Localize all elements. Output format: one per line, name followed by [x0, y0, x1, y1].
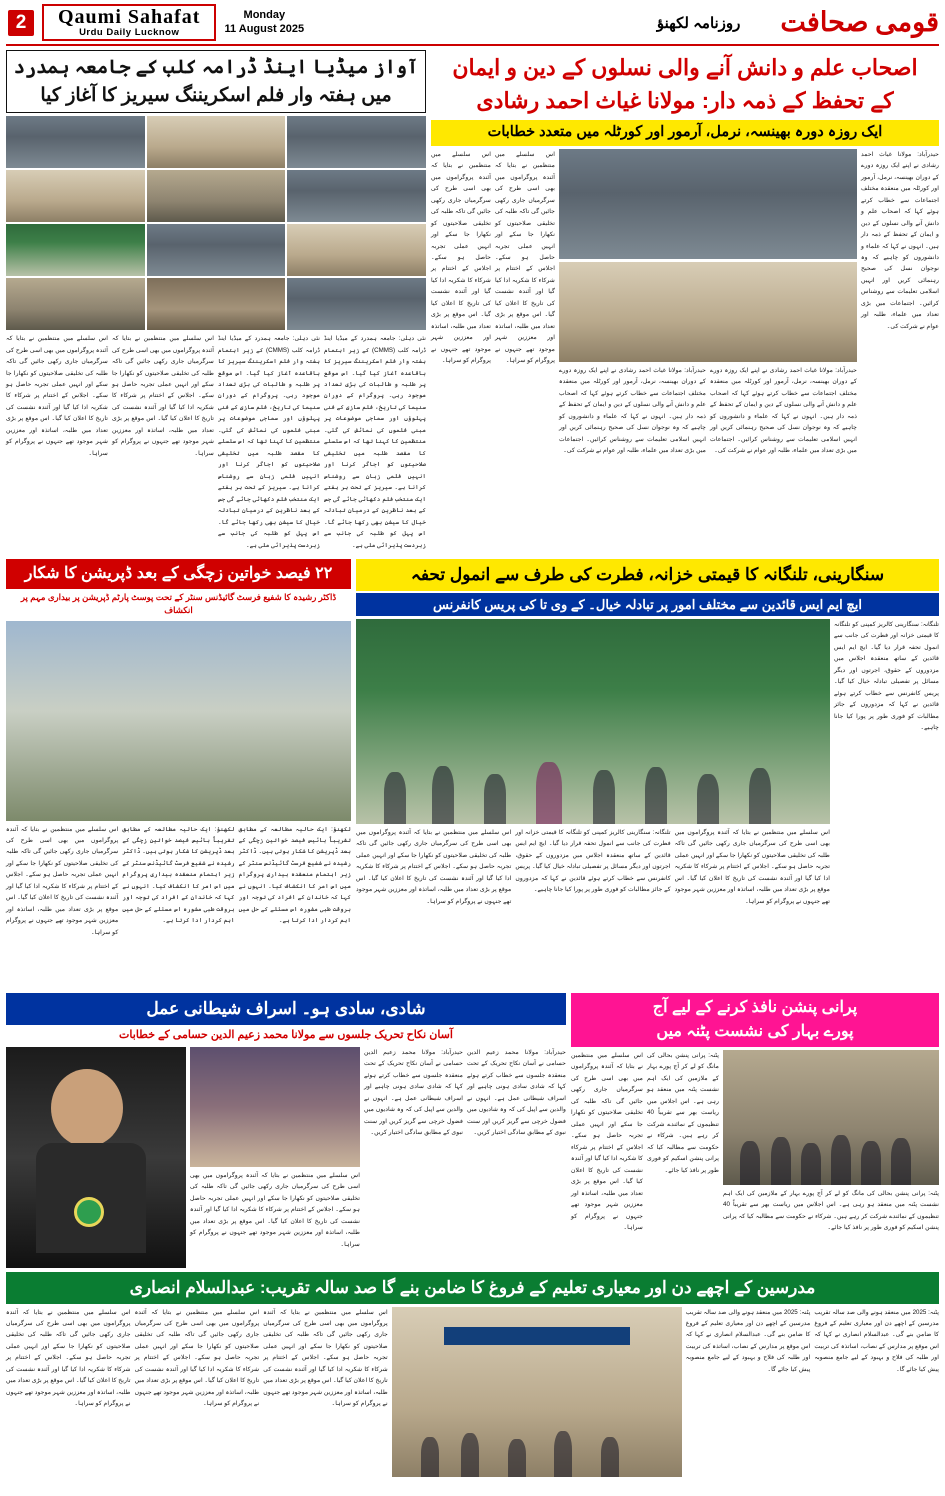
nikah-headline: شادی، سادی ہو۔ اسراف شیطانی عمل [6, 993, 566, 1025]
collage-photo [6, 170, 145, 222]
lower-zone [6, 993, 939, 1268]
masthead [6, 4, 939, 46]
depression-photo [6, 621, 351, 821]
islam-conf-photo-1 [559, 149, 857, 259]
headline-line-2: پورے بہار کی نشست پٹنہ میں [656, 1023, 854, 1040]
mumbai-post-photo [190, 1047, 360, 1167]
telangana-headline: سنگارینی، تلنگانہ کا قیمتی خزانہ، فطرت کی طرف سے انمول تحفہ [356, 559, 939, 591]
article-nikah [6, 993, 566, 1268]
islam-conf-headline [431, 50, 939, 118]
telangana-subhead: ایچ ایم ایس قائدین سے مختلف امور پر تبادلہ خیال۔ کے وی تا کی پریس کانفرنس [356, 593, 939, 617]
madaris-body-col6: اس سلسلے میں منتظمین نے بتایا کہ آئندہ پروگراموں میں بھی اسی طرح کی سرگرمیاں جاری رکھی جائیں گی تاکہ طلبہ کی تخلیقی صلاحیتوں کو نکھارا جا سکے اور انہیں عملی تجربہ حاصل ہو سکے۔ اجلاس کے اختتام پر شرکاء کا شکریہ ادا کیا گیا اور آئندہ نشست کی تاریخ کا اعلان کیا گیا۔ اس موقع پر بڑی تعداد میں طلبہ، اساتذہ اور معززین شہر موجود تھے جنہوں نے پروگرام کو سراہا۔ [6, 1308, 131, 1408]
collage-photo [147, 170, 286, 222]
nikah-body-col1: حیدرآباد: مولانا محمد زعیم الدین حسامی نے آسان نکاح تحریک کے تحت منعقدہ جلسوں سے خطاب کرتے ہوئے کہا کہ شادی سادی ہونی چاہیے اور اسراف شیطانی عمل ہے۔ انہوں نے والدین سے اپیل کی کہ وہ شادیوں میں فضول خرچی سے گریز کریں اور سنت نبوی کے مطابق سادگی اختیار کریں۔ [467, 1049, 566, 1137]
urdu-masthead-title: قومی صحافت [780, 7, 939, 37]
depression-body-col3: اس سلسلے میں منتظمین نے بتایا کہ آئندہ پروگراموں میں بھی اسی طرح کی سرگرمیاں جاری رکھی جائیں گی تاکہ طلبہ کی تخلیقی صلاحیتوں کو نکھارا جا سکے اور انہیں عملی تجربہ حاصل ہو سکے۔ اجلاس کے اختتام پر شرکاء کا شکریہ ادا کیا گیا اور آئندہ نشست کی تاریخ کا اعلان کیا گیا۔ اس موقع پر بڑی تعداد میں طلبہ، اساتذہ اور معززین شہر موجود تھے جنہوں نے پروگرام کو سراہا۔ [6, 825, 119, 936]
nikah-speaker-photo [6, 1047, 186, 1268]
media-drama-body-col4: اس سلسلے میں منتظمین نے بتایا کہ آئندہ پروگراموں میں بھی اسی طرح کی سرگرمیاں جاری رکھی جائیں گی تاکہ طلبہ کی تخلیقی صلاحیتوں کو نکھارا جا سکے اور انہیں عملی تجربہ حاصل ہو سکے۔ اجلاس کے اختتام پر شرکاء کا شکریہ ادا کیا گیا اور آئندہ نشست کی تاریخ کا اعلان کیا گیا۔ اس موقع پر بڑی تعداد میں طلبہ، اساتذہ اور معززین شہر موجود تھے جنہوں نے پروگرام کو سراہا۔ [6, 335, 108, 457]
islam-body-col3: حیدرآباد: مولانا غیاث احمد رشادی نے اپنے ایک روزہ دورے کے دوران بھینسہ، نرمل، آرمور اور کورٹلہ میں منعقدہ مختلف اجتماعات سے خطاب کرتے ہوئے کہا کہ اصحاب علم و دانش آنے والی نسلوں کے دین و ایمان کے تحفظ کے ذمہ دار ہیں۔ انہوں نے کہا کہ علماء و دانشوروں کو چاہیے کہ وہ نوجوان نسل کی صحیح رہنمائی کریں اور انہیں اسلامی تعلیمات سے روشناس کرائیں۔ اجتماعات میں بڑی تعداد میں علماء، طلبہ اور عوام نے شرکت کی۔ [559, 366, 706, 455]
middle-zone [6, 559, 939, 989]
page-number: 2 [8, 10, 34, 36]
islam-conf-photo-2 [559, 262, 857, 362]
madaris-headline: مدرسین کے اچھے دن اور معیاری تعلیم کے فروغ کا ضامن بنے گا صد سالہ تقریب: عبدالسلام انصاری [6, 1272, 939, 1304]
article-telangana [356, 559, 939, 989]
collage-photo [6, 224, 145, 276]
media-drama-body-col3: اس سلسلے میں منتظمین نے بتایا کہ آئندہ پروگراموں میں بھی اسی طرح کی سرگرمیاں جاری رکھی جائیں گی تاکہ طلبہ کی تخلیقی صلاحیتوں کو نکھارا جا سکے اور انہیں عملی تجربہ حاصل ہو سکے۔ اجلاس کے اختتام پر شرکاء کا شکریہ ادا کیا گیا اور آئندہ نشست کی تاریخ کا اعلان کیا گیا۔ اس موقع پر بڑی تعداد میں طلبہ، اساتذہ اور معززین شہر موجود تھے جنہوں نے پروگرام کو سراہا۔ [112, 335, 214, 457]
islam-body-col1: حیدرآباد: مولانا غیاث احمد رشادی نے اپنے ایک روزہ دورے کے دوران بھینسہ، نرمل، آرمور اور کورٹلہ میں منعقدہ مختلف اجتماعات سے خطاب کرتے ہوئے کہا کہ اصحاب علم و دانش آنے والی نسلوں کے دین و ایمان کے تحفظ کے ذمہ دار ہیں۔ انہوں نے کہا کہ علماء و دانشوروں کو چاہیے کہ وہ نوجوان نسل کی صحیح رہنمائی کریں اور انہیں اسلامی تعلیمات سے روشناس کرائیں۔ اجتماعات میں بڑی تعداد میں علماء، طلبہ اور عوام نے شرکت کی۔ [861, 150, 939, 330]
media-drama-photo-collage [6, 116, 426, 330]
collage-photo [6, 278, 145, 330]
madaris-body-col1: پٹنہ: 2025 میں منعقد ہونے والی صد سالہ تقریب مدرسین کے اچھے دن اور معیاری تعلیم کے فروغ کا ضامن بنے گی۔ عبدالسلام انصاری نے کہا کہ اس موقع پر مدارس کے نصاب، اساتذہ کی تربیت اور طلبہ کی فلاح و بہبود کے لیے جامع منصوبہ پیش کیا جائے گا۔ [814, 1308, 939, 1373]
top-zone [6, 50, 939, 555]
depression-headline: ۲۲ فیصد خواتین زچگی کے بعد ڈپریشن کا شکار [6, 559, 351, 589]
publication-date [224, 9, 304, 37]
depression-body-col2: لکھنؤ: ایک حالیہ مطالعہ کے مطابق تقریباً بائیس فیصد خواتین زچگی کے بعد ڈپریشن کا شکار ہوتی ہیں۔ ڈاکٹر رشیدہ نے شفیع فرسٹ گائیڈنس سنٹر کے زیر اہتمام منعقدہ بیداری پروگرام میں اس امر کا انکشاف کیا۔ انہوں نے کہا کہ خاندان کے افراد کی توجہ اور بروقت طبی مشورہ اس مسئلے کے حل میں اہم کردار ادا کرتا ہے۔ [122, 825, 235, 925]
headline-line-1: آواز میڈیا اینڈ ڈرامہ کلب کے جامعہ ہمدرد [13, 57, 419, 78]
patna-body-col3: اس سلسلے میں منتظمین نے بتایا کہ آئندہ پروگراموں میں بھی اسی طرح کی سرگرمیاں جاری رکھی جائیں گی تاکہ طلبہ کی تخلیقی صلاحیتوں کو نکھارا جا سکے اور انہیں عملی تجربہ حاصل ہو سکے۔ اجلاس کے اختتام پر شرکاء کا شکریہ ادا کیا گیا اور آئندہ نشست کی تاریخ کا اعلان کیا گیا۔ اس موقع پر بڑی تعداد میں طلبہ، اساتذہ اور معززین شہر موجود تھے جنہوں نے پروگرام کو سراہا۔ [571, 1052, 643, 1232]
collage-photo [147, 278, 286, 330]
islam-body-col5: اس سلسلے میں منتظمین نے بتایا کہ آئندہ پروگراموں میں بھی اسی طرح کی سرگرمیاں جاری رکھی جائیں گی تاکہ طلبہ کی تخلیقی صلاحیتوں کو نکھارا جا سکے اور انہیں عملی تجربہ حاصل ہو سکے۔ اجلاس کے اختتام پر شرکاء کا شکریہ ادا کیا گیا اور آئندہ نشست کی تاریخ کا اعلان کیا گیا۔ اس موقع پر بڑی تعداد میں طلبہ، اساتذہ اور معززین شہر موجود تھے جنہوں نے پروگرام کو سراہا۔ [431, 150, 491, 365]
article-patna [571, 993, 939, 1268]
collage-photo [287, 170, 426, 222]
patna-headline [571, 993, 939, 1047]
collage-photo [287, 278, 426, 330]
collage-photo [6, 116, 145, 168]
logo-title: Qaumi Sahafat [58, 6, 201, 29]
article-media-drama [6, 50, 426, 555]
headline-line-1: اصحاب علم و دانش آنے والی نسلوں کے دین و ایمان [452, 55, 918, 80]
media-drama-body-col2: نئی دہلی: جامعہ ہمدرد کے میڈیا اینڈ ڈرامہ کلب (CMMS) کے زیر اہتمام ہفتہ وار فلم اسکریننگ سیریز کا باقاعدہ آغاز کیا گیا۔ اس موقع پر طلبہ و طالبات کی بڑی تعداد موجود رہی۔ پروگرام کے دوران سنیما کی تاریخ، فلم سازی کے فنی پہلوؤں اور سماجی موضوعات پر مبنی فلموں کی نمائش کی گئی۔ منتظمین کا کہنا تھا کہ اس سلسلے کا مقصد طلبہ میں تخلیقی صلاحیتوں کو اجاگر کرنا اور انہیں فلمی زبان سے روشناس کرانا ہے۔ سیریز کے تحت ہر ہفتے ایک منتخب فلم دکھائی جائے گی جس کے بعد ناظرین کے درمیان تبادلہ خیال کا سیشن بھی رکھا جائے گا۔ اس پہل کو طلبہ کی جانب سے زبردست پذیرائی ملی ہے۔ [218, 335, 320, 549]
headline-line-2: میں ہفتہ وار فلم اسکریننگ سیریز کا آغاز کیا [40, 84, 392, 106]
islam-body-col4: اس سلسلے میں منتظمین نے بتایا کہ آئندہ پروگراموں میں بھی اسی طرح کی سرگرمیاں جاری رکھی جائیں گی تاکہ طلبہ کی تخلیقی صلاحیتوں کو نکھارا جا سکے اور انہیں عملی تجربہ حاصل ہو سکے۔ اجلاس کے اختتام پر شرکاء کا شکریہ ادا کیا گیا اور آئندہ نشست کی تاریخ کا اعلان کیا گیا۔ اس موقع پر بڑی تعداد میں طلبہ، اساتذہ اور معززین شہر موجود تھے جنہوں نے پروگرام کو سراہا۔ [495, 150, 555, 365]
madaris-body-col2: پٹنہ: 2025 میں منعقد ہونے والی صد سالہ تقریب مدرسین کے اچھے دن اور معیاری تعلیم کے فروغ کا ضامن بنے گی۔ عبدالسلام انصاری نے کہا کہ اس موقع پر مدارس کے نصاب، اساتذہ کی تربیت اور طلبہ کی فلاح و بہبود کے لیے جامع منصوبہ پیش کیا جائے گا۔ [685, 1308, 811, 1373]
madaris-body-col5: اس سلسلے میں منتظمین نے بتایا کہ آئندہ پروگراموں میں بھی اسی طرح کی سرگرمیاں جاری رکھی جائیں گی تاکہ طلبہ کی تخلیقی صلاحیتوں کو نکھارا جا سکے اور انہیں عملی تجربہ حاصل ہو سکے۔ اجلاس کے اختتام پر شرکاء کا شکریہ ادا کیا گیا اور آئندہ نشست کی تاریخ کا اعلان کیا گیا۔ اس موقع پر بڑی تعداد میں طلبہ، اساتذہ اور معززین شہر موجود تھے جنہوں نے پروگرام کو سراہا۔ [134, 1308, 260, 1408]
telangana-body-col3: تلنگانہ: سنگارینی کالریز کمپنی کو تلنگانہ کا قیمتی خزانہ اور فطرت کی جانب سے انمول تحفہ قرار دیا گیا۔ ایچ ایم ایس قائدین کے ساتھ منعقدہ اجلاس میں مزدوروں کے حقوق، اجرتوں اور دیگر مسائل پر تفصیلی تبادلہ خیال کیا گیا۔ پریس کانفرنس سے خطاب کرتے ہوئے قائدین نے کہا کہ مزدوروں کے جائز مطالبات کو فوری طور پر پورا کیا جانا چاہیے۔ [515, 829, 671, 894]
patna-body-col1: پٹنہ: پرانی پنشن بحالی کی مانگ کو لے کر آج پورے بہار کے ملازمین کی ایک اہم نشست پٹنہ میں منعقد ہو رہی ہے۔ اس اجلاس میں ریاست بھر سے تقریباً 40 تنظیموں کے نمائندے شرکت کر رہے ہیں۔ شرکاء نے حکومت سے مطالبہ کیا کہ پرانی پنشن اسکیم کو فوری طور پر نافذ کیا جائے۔ [723, 1190, 939, 1232]
article-madaris [6, 1272, 939, 1477]
nikah-body-col2: حیدرآباد: مولانا محمد زعیم الدین حسامی نے آسان نکاح تحریک کے تحت منعقدہ جلسوں سے خطاب کرتے ہوئے کہا کہ شادی سادی ہونی چاہیے اور اسراف شیطانی عمل ہے۔ انہوں نے والدین سے اپیل کی کہ وہ شادیوں میں فضول خرچی سے گریز کریں اور سنت نبوی کے مطابق سادگی اختیار کریں۔ [364, 1049, 463, 1137]
patna-photo [723, 1050, 939, 1185]
collage-photo [287, 116, 426, 168]
depression-subhead: ڈاکٹر رشیدہ کا شفیع فرسٹ گائیڈنس سنٹر کے تحت پوسٹ پارٹم ڈپریشن پر بیداری مہم پر انکشاف [20, 592, 337, 615]
day-label: Monday [243, 8, 286, 21]
telangana-body-col1: تلنگانہ: سنگارینی کالریز کمپنی کو تلنگانہ کا قیمتی خزانہ اور فطرت کی جانب سے انمول تحفہ قرار دیا گیا۔ ایچ ایم ایس قائدین کے ساتھ منعقدہ اجلاس میں مزدوروں کے حقوق، اجرتوں اور دیگر مسائل پر تفصیلی تبادلہ خیال کیا گیا۔ پریس کانفرنس سے خطاب کرتے ہوئے قائدین نے کہا کہ مزدوروں کے جائز مطالبات کو فوری طور پر پورا کیا جانا چاہیے۔ [834, 621, 939, 732]
patna-body-col2: پٹنہ: پرانی پنشن بحالی کی مانگ کو لے کر آج پورے بہار کے ملازمین کی ایک اہم نشست پٹنہ میں منعقد ہو رہی ہے۔ اس اجلاس میں ریاست بھر سے تقریباً 40 تنظیموں کے نمائندے شرکت کر رہے ہیں۔ شرکاء نے حکومت سے مطالبہ کیا کہ پرانی پنشن اسکیم کو فوری طور پر نافذ کیا جائے۔ [647, 1052, 719, 1174]
nikah-subhead: آسان نکاح تحریک جلسوں سے مولانا محمد زعیم الدین حسامی کے خطابات [119, 1028, 453, 1041]
telangana-body-col4: اس سلسلے میں منتظمین نے بتایا کہ آئندہ پروگراموں میں بھی اسی طرح کی سرگرمیاں جاری رکھی جائیں گی تاکہ طلبہ کی تخلیقی صلاحیتوں کو نکھارا جا سکے اور انہیں عملی تجربہ حاصل ہو سکے۔ اجلاس کے اختتام پر شرکاء کا شکریہ ادا کیا گیا اور آئندہ نشست کی تاریخ کا اعلان کیا گیا۔ اس موقع پر بڑی تعداد میں طلبہ، اساتذہ اور معززین شہر موجود تھے جنہوں نے پروگرام کو سراہا۔ [356, 829, 512, 905]
collage-photo [147, 224, 286, 276]
article-depression [6, 559, 351, 989]
depression-body-col1: لکھنؤ: ایک حالیہ مطالعہ کے مطابق تقریباً بائیس فیصد خواتین زچگی کے بعد ڈپریشن کا شکار ہوتی ہیں۔ ڈاکٹر رشیدہ نے شفیع فرسٹ گائیڈنس سنٹر کے زیر اہتمام منعقدہ بیداری پروگرام میں اس امر کا انکشاف کیا۔ انہوں نے کہا کہ خاندان کے افراد کی توجہ اور بروقت طبی مشورہ اس مسئلے کے حل میں اہم کردار ادا کرتا ہے۔ [238, 825, 351, 925]
islam-body-col2: حیدرآباد: مولانا غیاث احمد رشادی نے اپنے ایک روزہ دورے کے دوران بھینسہ، نرمل، آرمور اور کورٹلہ میں منعقدہ مختلف اجتماعات سے خطاب کرتے ہوئے کہا کہ اصحاب علم و دانش آنے والی نسلوں کے دین و ایمان کے تحفظ کے ذمہ دار ہیں۔ انہوں نے کہا کہ علماء و دانشوروں کو چاہیے کہ وہ نوجوان نسل کی صحیح رہنمائی کریں اور انہیں اسلامی تعلیمات سے روشناس کرائیں۔ اجتماعات میں بڑی تعداد میں علماء، طلبہ اور عوام نے شرکت کی۔ [710, 366, 857, 455]
collage-photo [147, 116, 286, 168]
telangana-body-col2: اس سلسلے میں منتظمین نے بتایا کہ آئندہ پروگراموں میں بھی اسی طرح کی سرگرمیاں جاری رکھی جائیں گی تاکہ طلبہ کی تخلیقی صلاحیتوں کو نکھارا جا سکے اور انہیں عملی تجربہ حاصل ہو سکے۔ اجلاس کے اختتام پر شرکاء کا شکریہ ادا کیا گیا اور آئندہ نشست کی تاریخ کا اعلان کیا گیا۔ اس موقع پر بڑی تعداد میں طلبہ، اساتذہ اور معززین شہر موجود تھے جنہوں نے پروگرام کو سراہا۔ [674, 829, 830, 905]
logo-subtitle: Urdu Daily Lucknow [79, 27, 180, 39]
date-label: 11 August 2025 [224, 22, 305, 35]
islam-conf-subhead: ایک روزہ دورہ بھینسہ، نرمل، آرمور اور کورٹلہ میں متعدد خطابات [431, 120, 939, 146]
madaris-body-col4: اس سلسلے میں منتظمین نے بتایا کہ آئندہ پروگراموں میں بھی اسی طرح کی سرگرمیاں جاری رکھی جائیں گی تاکہ طلبہ کی تخلیقی صلاحیتوں کو نکھارا جا سکے اور انہیں عملی تجربہ حاصل ہو سکے۔ اجلاس کے اختتام پر شرکاء کا شکریہ ادا کیا گیا اور آئندہ نشست کی تاریخ کا اعلان کیا گیا۔ اس موقع پر بڑی تعداد میں طلبہ، اساتذہ اور معززین شہر موجود تھے جنہوں نے پروگرام کو سراہا۔ [263, 1308, 388, 1408]
media-drama-body-col1: نئی دہلی: جامعہ ہمدرد کے میڈیا اینڈ ڈرامہ کلب (CMMS) کے زیر اہتمام ہفتہ وار فلم اسکریننگ سیریز کا باقاعدہ آغاز کیا گیا۔ اس موقع پر طلبہ و طالبات کی بڑی تعداد موجود رہی۔ پروگرام کے دوران سنیما کی تاریخ، فلم سازی کے فنی پہلوؤں اور سماجی موضوعات پر مبنی فلموں کی نمائش کی گئی۔ منتظمین کا کہنا تھا کہ اس سلسلے کا مقصد طلبہ میں تخلیقی صلاحیتوں کو اجاگر کرنا اور انہیں فلمی زبان سے روشناس کرانا ہے۔ سیریز کے تحت ہر ہفتے ایک منتخب فلم دکھائی جائے گی جس کے بعد ناظرین کے درمیان تبادلہ خیال کا سیشن بھی رکھا جائے گا۔ اس پہل کو طلبہ کی جانب سے زبردست پذیرائی ملی ہے۔ [324, 335, 426, 549]
article-islam-conf [431, 50, 939, 555]
headline-line-1: پرانی پنشن نافذ کرنے کے لیے آج [652, 999, 858, 1016]
collage-photo [287, 224, 426, 276]
mumbai-post-body: اس سلسلے میں منتظمین نے بتایا کہ آئندہ پروگراموں میں بھی اسی طرح کی سرگرمیاں جاری رکھی جائیں گی تاکہ طلبہ کی تخلیقی صلاحیتوں کو نکھارا جا سکے اور انہیں عملی تجربہ حاصل ہو سکے۔ اجلاس کے اختتام پر شرکاء کا شکریہ ادا کیا گیا اور آئندہ نشست کی تاریخ کا اعلان کیا گیا۔ اس موقع پر بڑی تعداد میں طلبہ، اساتذہ اور معززین شہر موجود تھے جنہوں نے پروگرام کو سراہا۔ [190, 1172, 360, 1248]
madaris-photo [392, 1307, 682, 1478]
headline-line-2: کے تحفظ کے ذمہ دار: مولانا غیاث احمد رشادی [476, 88, 894, 113]
newspaper-logo [42, 4, 216, 41]
media-drama-headline [6, 50, 426, 113]
urdu-subtitle: روزنامہ لکھنؤ [656, 14, 741, 32]
telangana-photo [356, 619, 830, 824]
